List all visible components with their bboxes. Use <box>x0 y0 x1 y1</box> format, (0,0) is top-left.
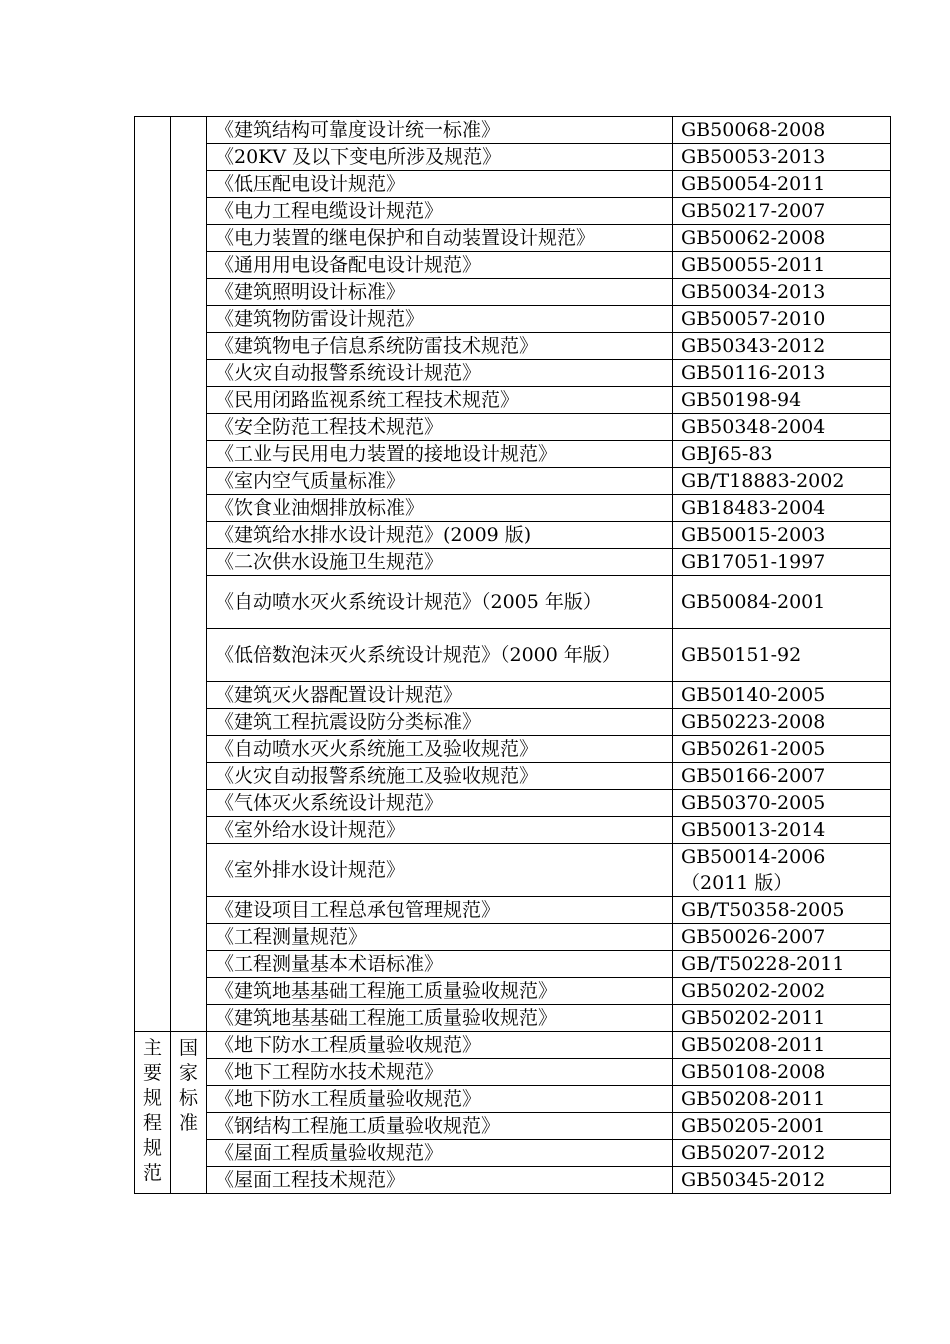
standard-name-cell: 《饮食业油烟排放标准》 <box>207 495 673 522</box>
standard-name-cell: 《电力装置的继电保护和自动装置设计规范》 <box>207 225 673 252</box>
table-row <box>135 844 891 897</box>
standard-code-cell: GB50026-2007 <box>673 924 891 951</box>
standard-name-cell: 《气体灭火系统设计规范》 <box>207 790 673 817</box>
standard-code-cell: GB50055-2011 <box>673 252 891 279</box>
standard-name-cell: 《工程测量规范》 <box>207 924 673 951</box>
standard-name-cell: 《室外排水设计规范》 <box>207 844 673 897</box>
standard-code-cell: GB/T50358-2005 <box>673 897 891 924</box>
table-row <box>135 522 891 549</box>
standard-code-cell: GB50205-2001 <box>673 1113 891 1140</box>
table-row <box>135 117 891 144</box>
standard-name-cell: 《二次供水设施卫生规范》 <box>207 549 673 576</box>
standard-code-cell: GB50202-2002 <box>673 978 891 1005</box>
standard-name-cell: 《钢结构工程施工质量验收规范》 <box>207 1113 673 1140</box>
table-row <box>135 279 891 306</box>
standard-name-cell: 《建筑照明设计标准》 <box>207 279 673 306</box>
table-row <box>135 198 891 225</box>
standard-name-cell: 《建筑地基基础工程施工质量验收规范》 <box>207 978 673 1005</box>
standard-name-cell: 《自动喷水灭火系统设计规范》（2005 年版） <box>207 576 673 629</box>
standard-name-cell: 《建筑给水排水设计规范》(2009 版) <box>207 522 673 549</box>
standard-code-cell: GB50151-92 <box>673 629 891 682</box>
table-row <box>135 387 891 414</box>
standard-name-cell: 《建筑结构可靠度设计统一标准》 <box>207 117 673 144</box>
table-row <box>135 441 891 468</box>
table-row <box>135 252 891 279</box>
category-main-cell <box>135 1032 171 1194</box>
standard-code-cell: GB50013-2014 <box>673 817 891 844</box>
table-row <box>135 709 891 736</box>
category-sub-label: 国家标准 <box>179 1037 199 1134</box>
table-row <box>135 306 891 333</box>
table-row <box>135 144 891 171</box>
table-row <box>135 978 891 1005</box>
table-row <box>135 897 891 924</box>
table-row <box>135 468 891 495</box>
standard-code-cell: GB50345-2012 <box>673 1167 891 1194</box>
standard-code-cell: GB50343-2012 <box>673 333 891 360</box>
standard-code-cell: GB50208-2011 <box>673 1032 891 1059</box>
standards-table-body <box>135 117 891 1194</box>
standard-code-cell: GB50202-2011 <box>673 1005 891 1032</box>
standard-name-cell: 《火灾自动报警系统施工及验收规范》 <box>207 763 673 790</box>
category-sub-cell <box>171 1032 207 1194</box>
table-row <box>135 682 891 709</box>
standard-name-cell: 《安全防范工程技术规范》 <box>207 414 673 441</box>
standard-code-cell: GB50140-2005 <box>673 682 891 709</box>
standard-name-cell: 《屋面工程质量验收规范》 <box>207 1140 673 1167</box>
table-row <box>135 629 891 682</box>
standard-name-cell: 《地下防水工程质量验收规范》 <box>207 1086 673 1113</box>
table-row <box>135 1005 891 1032</box>
standard-code-cell: GB/T50228-2011 <box>673 951 891 978</box>
standard-code-cell: GB18483-2004 <box>673 495 891 522</box>
standard-name-cell: 《工业与民用电力装置的接地设计规范》 <box>207 441 673 468</box>
standards-table <box>134 116 891 1194</box>
standard-name-cell: 《屋面工程技术规范》 <box>207 1167 673 1194</box>
standard-code-cell: GB50261-2005 <box>673 736 891 763</box>
standard-name-cell: 《电力工程电缆设计规范》 <box>207 198 673 225</box>
standard-code-cell: GB50014-2006（2011 版） <box>673 844 891 897</box>
table-row <box>135 1167 891 1194</box>
standard-name-cell: 《低倍数泡沫灭火系统设计规范》（2000 年版） <box>207 629 673 682</box>
table-row <box>135 171 891 198</box>
standard-code-cell: GB50208-2011 <box>673 1086 891 1113</box>
standard-name-cell: 《20KV 及以下变电所涉及规范》 <box>207 144 673 171</box>
standard-code-cell: GB50198-94 <box>673 387 891 414</box>
table-row <box>135 495 891 522</box>
table-row <box>135 790 891 817</box>
standard-code-cell: GB50034-2013 <box>673 279 891 306</box>
standard-name-cell: 《民用闭路监视系统工程技术规范》 <box>207 387 673 414</box>
standard-name-cell: 《建筑灭火器配置设计规范》 <box>207 682 673 709</box>
table-row <box>135 817 891 844</box>
table-row <box>135 1113 891 1140</box>
standard-name-cell: 《建筑工程抗震设防分类标准》 <box>207 709 673 736</box>
standard-name-cell: 《低压配电设计规范》 <box>207 171 673 198</box>
standard-code-cell: GB50054-2011 <box>673 171 891 198</box>
category-main-label: 主要规程规范 <box>143 1037 163 1184</box>
standard-code-cell: GB50053-2013 <box>673 144 891 171</box>
table-row <box>135 736 891 763</box>
standard-code-cell: GB50166-2007 <box>673 763 891 790</box>
standard-name-cell: 《室外给水设计规范》 <box>207 817 673 844</box>
table-row <box>135 414 891 441</box>
standard-name-cell: 《建设项目工程总承包管理规范》 <box>207 897 673 924</box>
standard-code-cell: GB50068-2008 <box>673 117 891 144</box>
standard-code-cell: GBJ65-83 <box>673 441 891 468</box>
table-row <box>135 549 891 576</box>
standard-code-cell: GB50057-2010 <box>673 306 891 333</box>
table-row <box>135 333 891 360</box>
standard-code-cell: GB50084-2001 <box>673 576 891 629</box>
standard-code-cell: GB50370-2005 <box>673 790 891 817</box>
standard-name-cell: 《火灾自动报警系统设计规范》 <box>207 360 673 387</box>
standard-name-cell: 《建筑物电子信息系统防雷技术规范》 <box>207 333 673 360</box>
standard-name-cell: 《建筑物防雷设计规范》 <box>207 306 673 333</box>
standard-name-cell: 《地下工程防水技术规范》 <box>207 1059 673 1086</box>
table-row <box>135 951 891 978</box>
table-row <box>135 576 891 629</box>
standard-code-cell: GB50217-2007 <box>673 198 891 225</box>
standard-name-cell: 《地下防水工程质量验收规范》 <box>207 1032 673 1059</box>
category-main-cell <box>135 117 171 1032</box>
table-row <box>135 924 891 951</box>
standard-code-cell: GB50348-2004 <box>673 414 891 441</box>
standard-code-cell: GB50062-2008 <box>673 225 891 252</box>
standards-table-container <box>134 116 890 1194</box>
standard-code-cell: GB50223-2008 <box>673 709 891 736</box>
category-sub-cell <box>171 117 207 1032</box>
standard-code-cell: GB/T18883-2002 <box>673 468 891 495</box>
table-row <box>135 1059 891 1086</box>
table-row <box>135 360 891 387</box>
standard-code-cell: GB50207-2012 <box>673 1140 891 1167</box>
standard-name-cell: 《室内空气质量标准》 <box>207 468 673 495</box>
table-row <box>135 1032 891 1059</box>
table-row <box>135 1140 891 1167</box>
table-row <box>135 763 891 790</box>
standard-code-cell: GB17051-1997 <box>673 549 891 576</box>
standard-code-cell: GB50108-2008 <box>673 1059 891 1086</box>
table-row <box>135 1086 891 1113</box>
standard-code-cell: GB50116-2013 <box>673 360 891 387</box>
table-row <box>135 225 891 252</box>
standard-name-cell: 《建筑地基基础工程施工质量验收规范》 <box>207 1005 673 1032</box>
standard-name-cell: 《通用用电设备配电设计规范》 <box>207 252 673 279</box>
standard-name-cell: 《自动喷水灭火系统施工及验收规范》 <box>207 736 673 763</box>
standard-code-cell: GB50015-2003 <box>673 522 891 549</box>
standard-name-cell: 《工程测量基本术语标准》 <box>207 951 673 978</box>
